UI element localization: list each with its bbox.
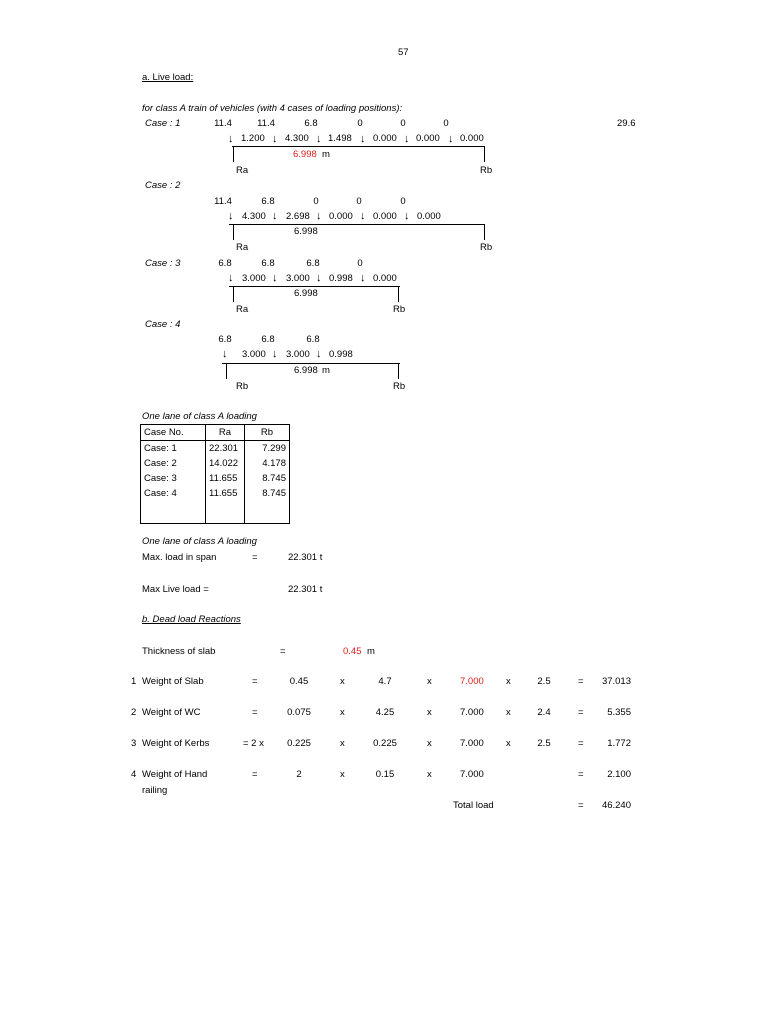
span-length: 6.998 xyxy=(293,149,317,160)
table-cell xyxy=(206,501,245,524)
reactions-table xyxy=(140,424,290,524)
case-3-label: Case : 3 xyxy=(145,258,181,269)
equals-sign: = xyxy=(280,646,286,657)
section-a-heading: a. Live load: xyxy=(142,72,194,83)
equals-sign: = xyxy=(252,676,258,687)
table-cell: 22.301 xyxy=(206,441,245,457)
reaction-left: Ra xyxy=(236,304,249,315)
factor-value: 0.45 xyxy=(289,676,309,687)
case-2-label: Case : 2 xyxy=(145,180,181,191)
load-value: 0 xyxy=(400,196,406,207)
spacing-value: 0.000 xyxy=(460,133,484,144)
load-arrow-icon: ↓ xyxy=(228,133,234,145)
factor-value: 0.075 xyxy=(287,707,311,718)
load-value: 0 xyxy=(356,196,362,207)
load-value: 6.8 xyxy=(218,334,232,345)
support-line xyxy=(398,286,399,302)
table-cell: Case: 1 xyxy=(141,441,206,457)
table-cell: 8.745 xyxy=(245,471,290,486)
table-cell: 4.178 xyxy=(245,456,290,471)
span-unit: m xyxy=(322,149,330,160)
multiply-sign: x xyxy=(427,769,432,780)
factor-value: 2 xyxy=(296,769,302,780)
column-header: Rb xyxy=(245,425,290,441)
equals-sign: = xyxy=(252,707,258,718)
support-line xyxy=(233,286,234,302)
multiply-sign: x xyxy=(427,707,432,718)
load-arrow-icon: ↓ xyxy=(272,210,278,222)
reaction-left: Ra xyxy=(236,242,249,253)
load-arrow-icon: ↓ xyxy=(272,272,278,284)
load-value: 0 xyxy=(357,258,363,269)
row-result: 5.355 xyxy=(607,707,631,718)
load-arrow-icon: ↓ xyxy=(316,210,322,222)
factor-value: 4.25 xyxy=(375,707,395,718)
spacing-value: 4.300 xyxy=(242,211,266,222)
load-value: 6.8 xyxy=(218,258,232,269)
spacing-value: 0.998 xyxy=(329,273,353,284)
max-live-load-value: 22.301 t xyxy=(288,584,323,595)
multiply-sign: x xyxy=(427,738,432,749)
thickness-unit: m xyxy=(367,646,375,657)
equals-sign: = xyxy=(252,552,258,563)
spacing-value: 1.200 xyxy=(241,133,265,144)
page-number: 57 xyxy=(398,47,409,58)
table-cell: 8.745 xyxy=(245,486,290,501)
load-value: 0 xyxy=(313,196,319,207)
thickness-label: Thickness of slab xyxy=(142,646,216,657)
spacing-value: 3.000 xyxy=(242,273,266,284)
spacing-value: 0.000 xyxy=(417,211,441,222)
total-load-label: Total load xyxy=(453,800,494,811)
table-cell: 11.655 xyxy=(206,471,245,486)
table-cell: Case: 4 xyxy=(141,486,206,501)
load-arrow-icon: ↓ xyxy=(360,210,366,222)
support-line xyxy=(233,224,234,240)
train-caption: for class A train of vehicles (with 4 cases of loading positions): xyxy=(142,103,403,114)
row-result: 2.100 xyxy=(607,769,631,780)
equals-sign: = xyxy=(578,676,584,687)
row-label: Weight of Slab xyxy=(142,676,204,687)
support-line xyxy=(398,363,399,379)
reaction-left: Ra xyxy=(236,165,249,176)
span-unit: m xyxy=(322,365,330,376)
factor-value: 0.15 xyxy=(375,769,395,780)
load-arrow-icon: ↓ xyxy=(404,133,410,145)
reaction-right: Rb xyxy=(393,304,406,315)
load-arrow-icon: ↓ xyxy=(360,133,366,145)
span-length: 6.998 xyxy=(294,365,318,376)
load-arrow-icon: ↓ xyxy=(316,348,322,360)
beam-line xyxy=(229,224,485,225)
reaction-left: Rb xyxy=(236,381,249,392)
multiply-sign: x xyxy=(427,676,432,687)
table-cell: Case: 3 xyxy=(141,471,206,486)
spacing-value: 0.000 xyxy=(373,133,397,144)
spacing-value: 3.000 xyxy=(286,349,310,360)
total-load-value: 29.6 xyxy=(617,118,636,129)
load-value: 6.8 xyxy=(261,258,275,269)
multiply-sign: x xyxy=(340,707,345,718)
equals-sign: = xyxy=(578,800,584,811)
load-value: 11.4 xyxy=(214,196,232,207)
factor-value: 7.000 xyxy=(460,738,484,749)
beam-line xyxy=(229,286,400,287)
factor-value: 2.5 xyxy=(537,676,551,687)
factor-value: 7.000 xyxy=(460,707,484,718)
spacing-value: 0.000 xyxy=(373,273,397,284)
span-length: 6.998 xyxy=(294,226,318,237)
multiply-sign: x xyxy=(506,707,511,718)
load-value: 6.8 xyxy=(304,118,318,129)
support-line xyxy=(233,146,234,162)
table-row xyxy=(141,441,290,457)
load-value: 6.8 xyxy=(306,258,320,269)
factor-value: 7.000 xyxy=(460,676,484,687)
span-length: 6.998 xyxy=(294,288,318,299)
factor-value: 7.000 xyxy=(460,769,484,780)
multiply-sign: x xyxy=(340,769,345,780)
row-label-continued: railing xyxy=(142,785,168,796)
support-line xyxy=(484,146,485,162)
reaction-right: Rb xyxy=(480,242,493,253)
row-label: Weight of WC xyxy=(142,707,201,718)
beam-line xyxy=(232,146,485,147)
summary-caption: One lane of class A loading xyxy=(142,536,257,547)
multiply-sign: x xyxy=(506,738,511,749)
load-arrow-icon: ↓ xyxy=(222,348,228,360)
column-header: Case No. xyxy=(141,425,206,441)
load-arrow-icon: ↓ xyxy=(228,272,234,284)
load-value: 6.8 xyxy=(261,196,275,207)
table-row xyxy=(141,456,290,471)
load-value: 6.8 xyxy=(306,334,320,345)
spacing-value: 0.000 xyxy=(329,211,353,222)
row-result: 37.013 xyxy=(601,676,631,687)
table-cell xyxy=(141,501,206,524)
case-1-label: Case : 1 xyxy=(145,118,181,129)
multiply-sign: x xyxy=(506,676,511,687)
load-value: 6.8 xyxy=(261,334,275,345)
row-number: 1 xyxy=(131,676,137,687)
table-header-row xyxy=(141,425,290,441)
load-value: 0 xyxy=(443,118,449,129)
spacing-value: 0.998 xyxy=(329,349,353,360)
multiply-sign: x xyxy=(340,738,345,749)
table-cell: 7.299 xyxy=(245,441,290,457)
factor-value: 0.225 xyxy=(373,738,397,749)
max-load-span-value: 22.301 t xyxy=(288,552,323,563)
spacing-value: 0.000 xyxy=(373,211,397,222)
reaction-right: Rb xyxy=(480,165,493,176)
factor-value: 2.5 xyxy=(537,738,551,749)
thickness-value: 0.45 xyxy=(343,646,362,657)
equals-sign: = xyxy=(252,769,258,780)
spacing-value: 3.000 xyxy=(286,273,310,284)
reaction-right: Rb xyxy=(393,381,406,392)
load-arrow-icon: ↓ xyxy=(272,348,278,360)
equals-sign: = xyxy=(578,738,584,749)
table-cell: 14.022 xyxy=(206,456,245,471)
spacing-value: 1.498 xyxy=(328,133,352,144)
row-result: 1.772 xyxy=(607,738,631,749)
table-cell xyxy=(245,501,290,524)
factor-value: 0.225 xyxy=(287,738,311,749)
row-label: Weight of Hand xyxy=(142,769,208,780)
load-value: 0 xyxy=(400,118,406,129)
spacing-value: 3.000 xyxy=(242,349,266,360)
table-cell: 11.655 xyxy=(206,486,245,501)
column-header: Ra xyxy=(206,425,245,441)
max-live-load-label: Max Live load = xyxy=(142,584,209,595)
load-arrow-icon: ↓ xyxy=(360,272,366,284)
row-number: 4 xyxy=(131,769,137,780)
spacing-value: 2.698 xyxy=(286,211,310,222)
spacing-value: 0.000 xyxy=(416,133,440,144)
load-value: 11.4 xyxy=(257,118,275,129)
load-arrow-icon: ↓ xyxy=(404,210,410,222)
equals-sign: = xyxy=(578,707,584,718)
table-cell: Case: 2 xyxy=(141,456,206,471)
load-arrow-icon: ↓ xyxy=(448,133,454,145)
load-value: 11.4 xyxy=(214,118,232,129)
section-b-heading: b. Dead load Reactions xyxy=(142,614,241,625)
load-arrow-icon: ↓ xyxy=(316,272,322,284)
equals-sign: = xyxy=(578,769,584,780)
load-arrow-icon: ↓ xyxy=(228,210,234,222)
case-4-label: Case : 4 xyxy=(145,319,181,330)
spacing-value: 4.300 xyxy=(285,133,309,144)
total-load-value: 46.240 xyxy=(601,800,631,811)
row-number: 2 xyxy=(131,707,137,718)
load-arrow-icon: ↓ xyxy=(272,133,278,145)
equals-sign: = 2 x xyxy=(243,738,264,749)
table-caption: One lane of class A loading xyxy=(142,411,257,422)
row-label: Weight of Kerbs xyxy=(142,738,210,749)
table-row-empty xyxy=(141,501,290,524)
support-line xyxy=(484,224,485,240)
table-row xyxy=(141,486,290,501)
factor-value: 4.7 xyxy=(378,676,392,687)
table-row xyxy=(141,471,290,486)
factor-value: 2.4 xyxy=(537,707,551,718)
load-arrow-icon: ↓ xyxy=(316,133,322,145)
beam-line xyxy=(222,363,400,364)
max-load-span-label: Max. load in span xyxy=(142,552,217,563)
support-line xyxy=(226,363,227,379)
load-value: 0 xyxy=(357,118,363,129)
multiply-sign: x xyxy=(340,676,345,687)
row-number: 3 xyxy=(131,738,137,749)
